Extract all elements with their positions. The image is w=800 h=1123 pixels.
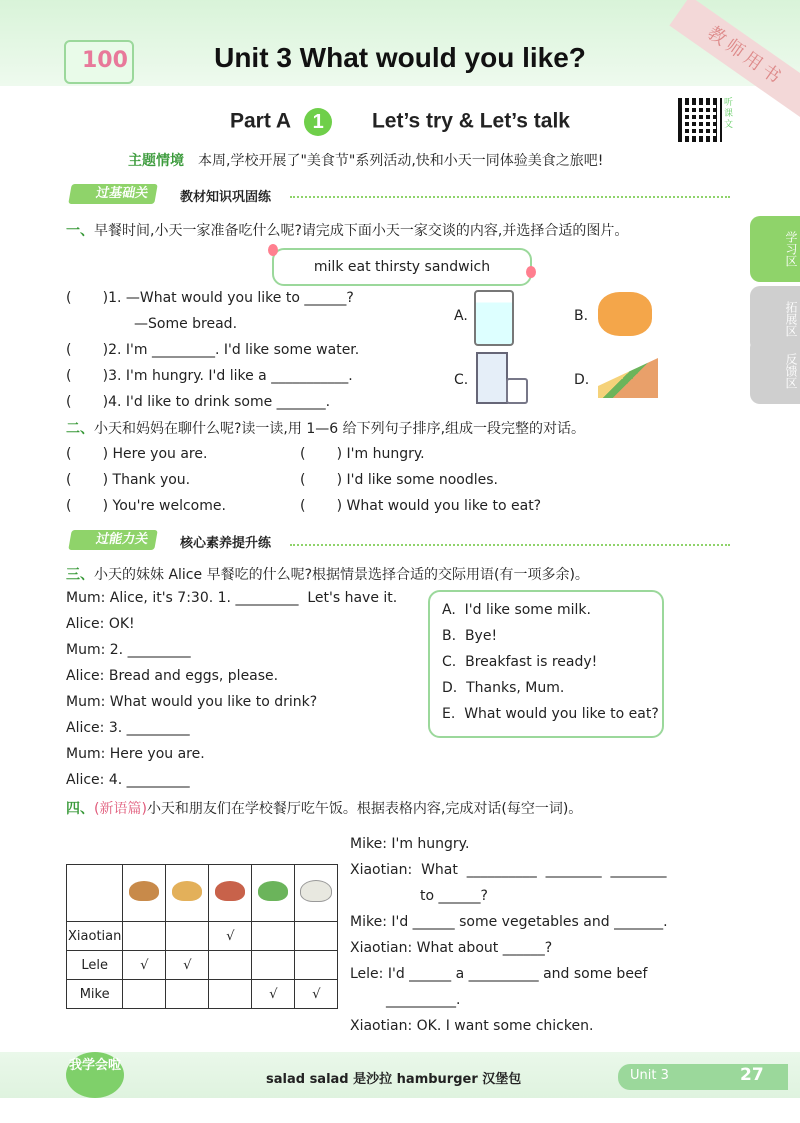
tab-feedback[interactable]: 反馈区 [750,338,800,404]
water-glass-icon [474,290,514,346]
word-box-text: milk eat thirsty sandwich [313,259,491,275]
footer-unit: Unit 3 [630,1068,669,1083]
watermark-ribbon: 教师用书 [669,0,800,117]
q1-line-1b: —Some bread. [134,316,238,332]
logo-icon: 100 [64,40,134,84]
section1-badge: 过基础关 [68,184,158,204]
q4-dialog-line: Xiaotian: What __________ ________ ________ [350,862,667,878]
divider [290,196,730,198]
q4-dialog-line: Mike: I'm hungry. [350,836,470,852]
theme-text: 本周,学校开展了"美食节"系列活动,快和小天一同体验美食之旅吧! [198,153,604,169]
table-cell [209,951,252,980]
option-a-label: A. [454,308,468,324]
q3-dialog-line: Alice: 3. _________ [66,720,190,736]
table-cell [252,922,295,951]
sandwich-icon [598,358,658,398]
q1-line-3: ( )3. I'm hungry. I'd like a ___________. [66,368,353,384]
table-cell: √ [209,922,252,951]
table-row [67,922,338,951]
q2-item: ( ) What would you like to eat? [300,498,542,514]
strawberry-icon [526,266,536,278]
q3-dialog-line: Alice: 4. _________ [66,772,190,788]
rice-icon [295,865,338,922]
part-subtitle: Let’s try & Let’s talk [371,109,570,133]
q3-dialog-line: Mum: Here you are. [66,746,205,762]
row-name: Mike [67,980,123,1009]
table-cell [166,922,209,951]
q1-line-1: ( )1. —What would you like to ______? [66,290,354,306]
q2-item: ( ) I'm hungry. [300,446,425,462]
qr-note: 听课文 [724,98,734,130]
q4-dialog-line: Xiaotian: What about ______? [350,940,553,956]
q3-choice: B. Bye! [442,628,498,644]
q3-prompt: 三、小天的妹妹 Alice 早餐吃的什么呢?根据情景选择合适的交际用语(有一项多余)。 [66,567,589,583]
theme-line [128,150,603,170]
q4-dialog-line: Mike: I'd ______ some vegetables and _______. [350,914,668,930]
option-c-label: C. [454,372,469,388]
q3-choice: A. I'd like some milk. [442,602,591,618]
q3-choice: D. Thanks, Mum. [442,680,565,696]
option-b-label: B. [574,308,589,324]
milk-carton-icon [476,352,508,404]
q3-choice: E. What would you like to eat? [442,706,659,722]
section2-subtitle: 核心素养提升练 [180,536,272,551]
part-number: 1 [304,108,332,136]
noodles-icon [123,865,166,922]
row-name: Xiaotian [67,922,123,951]
word-box [272,248,532,286]
q1-line-4: ( )4. I'd like to drink some _______. [66,394,331,410]
section1-subtitle: 教材知识巩固练 [180,190,272,205]
qr-code-icon[interactable] [678,98,722,142]
table-cell [252,951,295,980]
q4-dialog-line: to ______? [420,888,488,904]
tab-learn[interactable]: 学习区 [750,216,800,282]
table-cell [295,951,338,980]
table-cell [123,980,166,1009]
q4-prompt: 四、(新语篇)小天和朋友们在学校餐厅吃午饭。根据表格内容,完成对话(每空一词)。 [66,801,583,817]
table-cell: √ [166,951,209,980]
q2-item: ( ) Thank you. [66,472,191,488]
q1-prompt: 一、早餐时间,小天一家准备吃什么呢?请完成下面小天一家交谈的内容,并选择合适的图片。 [66,223,629,239]
q2-item: ( ) I'd like some noodles. [300,472,498,488]
section2-badge: 过能力关 [68,530,158,550]
part-label: Part A [230,109,291,133]
tab-expand[interactable]: 拓展区 [750,286,800,352]
q1-line-2: ( )2. I'm _________. I'd like some water. [66,342,360,358]
divider [290,544,730,546]
vegetables-icon [252,865,295,922]
q3-choice: C. Breakfast is ready! [442,654,598,670]
chicken-icon [209,865,252,922]
food-table [66,864,338,1009]
row-name: Lele [67,951,123,980]
q3-dialog-line: Mum: What would you like to drink? [66,694,318,710]
milk-glass-icon [506,378,528,404]
q2-prompt: 二、小天和妈妈在聊什么呢?读一读,用 1—6 给下列句子排序,组成一段完整的对话。 [66,421,586,437]
q3-choice-box [428,590,664,738]
table-cell: √ [295,980,338,1009]
table-cell [295,922,338,951]
q3-dialog-line: Mum: 2. _________ [66,642,191,658]
q2-item: ( ) You're welcome. [66,498,226,514]
bread-icon [598,292,652,336]
table-header-row [67,865,338,922]
footer-unit-bar [618,1064,788,1090]
q4-dialog-line: Xiaotian: OK. I want some chicken. [350,1018,594,1034]
footer-badge: 我学会啦 [66,1052,124,1098]
table-cell: √ [252,980,295,1009]
table-row [67,951,338,980]
table-cell [209,980,252,1009]
q2-item: ( ) Here you are. [66,446,208,462]
footer-vocab: salad salad 是沙拉 hamburger 汉堡包 [266,1072,522,1087]
q4-dialog-line: Lele: I'd ______ a __________ and some beef [350,966,648,982]
q4-dialog-line: __________. [386,992,461,1008]
q3-dialog-line: Alice: OK! [66,616,135,632]
table-cell [123,922,166,951]
page-title: Unit 3 What would you like? [214,42,586,73]
theme-label: 主题情境 [128,153,184,169]
q3-dialog-line: Alice: Bread and eggs, please. [66,668,279,684]
table-cell: √ [123,951,166,980]
q3-dialog-line: Mum: Alice, it's 7:30. 1. _________ Let's have it. [66,590,398,606]
table-cell [166,980,209,1009]
strawberry-icon [268,244,278,256]
table-row [67,980,338,1009]
table-cell [67,865,123,922]
sandwich-icon [166,865,209,922]
page-number: 27 [740,1065,764,1085]
option-d-label: D. [574,372,590,388]
